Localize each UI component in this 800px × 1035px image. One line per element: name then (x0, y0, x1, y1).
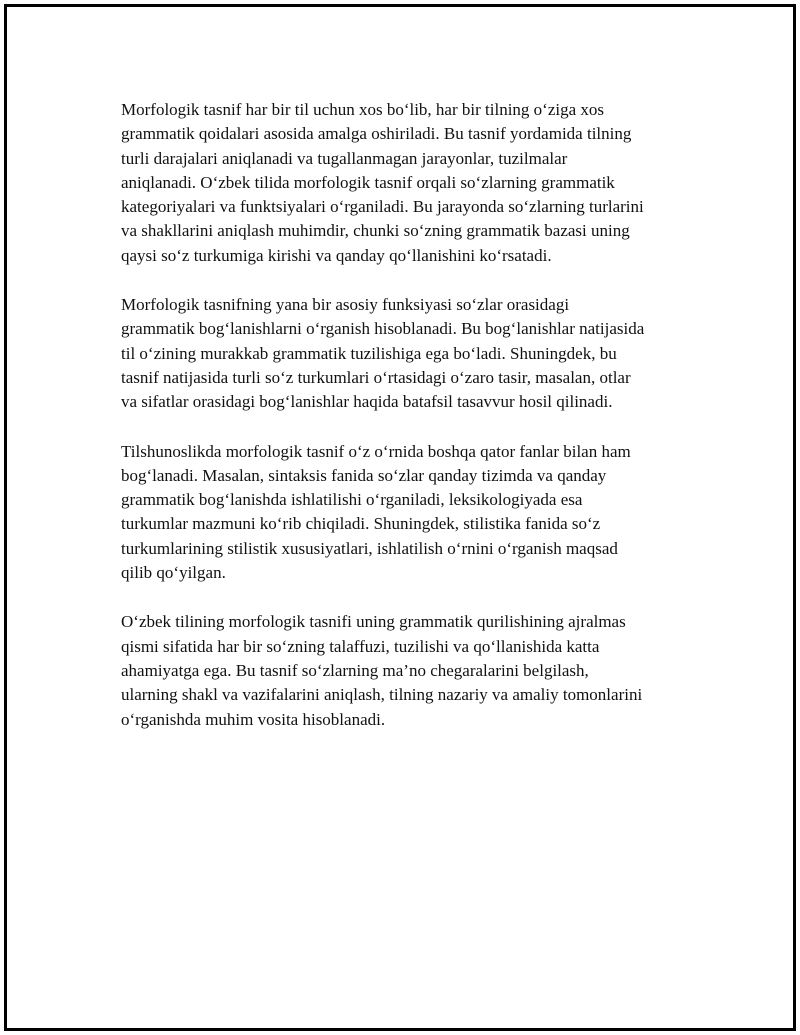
paragraph-line: o‘rganishda muhim vosita hisoblanadi. (121, 709, 386, 729)
paragraph-2 (121, 293, 701, 414)
document-body (121, 98, 701, 757)
paragraph-line: qaysi so‘z turkumiga kirishi va qanday qo‘llanishini ko‘rsatadi. (121, 245, 552, 265)
paragraph-line: bog‘lanadi. Masalan, sintaksis fanida so‘zlar qanday tizimda va qanday (121, 465, 607, 485)
paragraph-line: turli darajalari aniqlanadi va tugallanmagan jarayonlar, tuzilmalar (121, 148, 568, 168)
paragraph-4 (121, 610, 701, 731)
paragraph-line: Morfologik tasnif har bir til uchun xos bo‘lib, har bir tilning o‘ziga xos (121, 100, 605, 119)
paragraph-line: grammatik qoidalari asosida amalga oshiriladi. Bu tasnif yordamida tilning (121, 124, 632, 144)
paragraph-line: Morfologik tasnifning yana bir asosiy funksiyasi so‘zlar orasidagi (121, 295, 570, 315)
paragraph-3 (121, 440, 701, 586)
paragraph-line: va sifatlar orasidagi bog‘lanishlar haqida batafsil tasavvur hosil qilinadi. (121, 392, 613, 412)
paragraph-line: va shakllarini aniqlash muhimdir, chunki so‘zning grammatik bazasi uning (121, 221, 630, 241)
paragraph-line: turkumlarining stilistik xususiyatlari, ishlatilish o‘rnini o‘rganish maqsad (121, 538, 618, 558)
paragraph-line: grammatik bog‘lanishlarni o‘rganish hisoblanadi. Bu bog‘lanishlar natijasida (121, 319, 645, 339)
paragraph-line: kategoriyalari va funktsiyalari o‘rganiladi. Bu jarayonda so‘zlarning turlarini (121, 197, 644, 217)
page-frame (4, 4, 796, 1031)
paragraph-line: ahamiyatga ega. Bu tasnif so‘zlarning ma’no chegaralarini belgilash, (121, 660, 589, 680)
paragraph-line: O‘zbek tilining morfologik tasnifi uning grammatik qurilishining ajralmas (121, 612, 626, 632)
paragraph-line: qilib qo‘yilgan. (121, 563, 226, 583)
paragraph-line: Tilshunoslikda morfologik tasnif o‘z o‘rnida boshqa qator fanlar bilan ham (121, 441, 631, 461)
paragraph-line: til o‘zining murakkab grammatik tuzilishiga ega bo‘ladi. Shuningdek, bu (121, 343, 617, 363)
paragraph-line: turkumlar mazmuni ko‘rib chiqiladi. Shuningdek, stilistika fanida so‘z (121, 514, 601, 534)
paragraph-line: tasnif natijasida turli so‘z turkumlari o‘rtasidagi o‘zaro tasir, masalan, otlar (121, 367, 631, 387)
paragraph-line: grammatik bog‘lanishda ishlatilishi o‘rganiladi, leksikologiyada esa (121, 490, 583, 510)
paragraph-1 (121, 98, 701, 268)
paragraph-line: qismi sifatida har bir so‘zning talaffuzi, tuzilishi va qo‘llanishida katta (121, 636, 600, 656)
paragraph-line: ularning shakl va vazifalarini aniqlash, tilning nazariy va amaliy tomonlarini (121, 685, 643, 705)
paragraph-line: aniqlanadi. O‘zbek tilida morfologik tasnif orqali so‘zlarning grammatik (121, 172, 615, 192)
